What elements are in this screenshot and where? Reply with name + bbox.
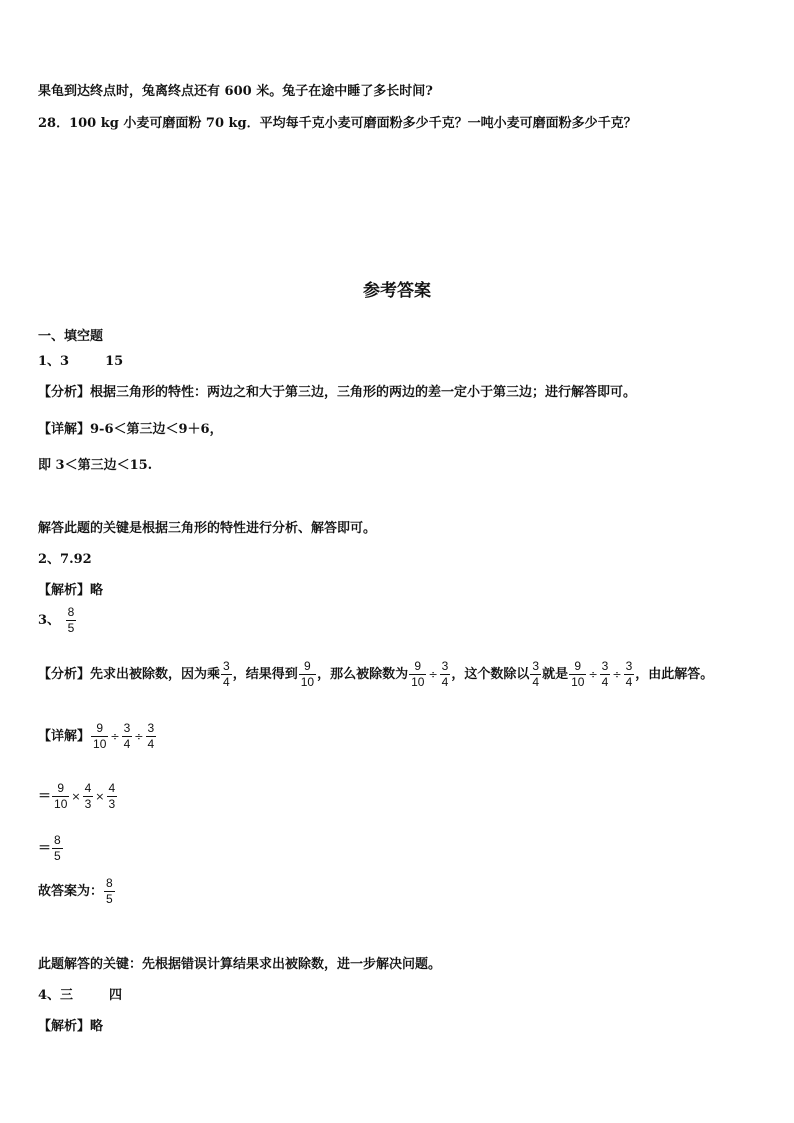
answer-3: [38, 606, 77, 635]
answer-3-detail: 【详解】 $\frac{9}{10}$ ÷ $\frac{3}{4}$ ÷ $\frac{3}{4}$: [38, 721, 155, 751]
answer-3-number: 3、: [38, 613, 61, 628]
question-28: 28．100 kg 小麦可磨面粉 70 kg．平均每千克小麦可磨面粉多少千克？一吨小麦可磨面粉多少千克？: [38, 116, 637, 131]
fraction: $\frac{3}{4}$: [147, 721, 155, 751]
answer-1-analysis: 【分析】根据三角形的特性：两边之和大于第三边，三角形的两边的差一定小于第三边；进行解答即可。: [38, 385, 637, 400]
answer-3-step-2: ＝ $\frac{8}{5}$: [38, 833, 61, 863]
answer-1-number: 1、3: [38, 354, 70, 369]
page-title: 参考答案: [363, 281, 431, 301]
answer-2-analysis: 【解析】略: [38, 583, 104, 598]
answer-3-analysis: 【分析】先求出被除数，因为乘 $\frac{3}{4}$ ，结果得到 $\frac{9}{10}$ ，那么被除数为 $\frac{9}{10}$ ÷ $\frac{3}{4}$ ，这个数除以 $\frac{3}{4}$ 就是 $\frac{9}{10}$ ÷ $\frac{3}{4}$ ÷ $\frac{3}{4}$ ，由此解答。: [38, 659, 714, 689]
answer-3-summary: 此题解答的关键：先根据错误计算结果求出被除数，进一步解决问题。: [38, 957, 442, 972]
fraction: $\frac{3}{4}$: [625, 659, 633, 689]
answer-1-detail-2: 即 3＜第三边＜15.: [38, 458, 153, 473]
fraction: $\frac{9}{10}$: [93, 721, 107, 751]
fraction: $\frac{3}{4}$: [223, 659, 230, 689]
fraction: $\frac{3}{4}$: [441, 659, 449, 689]
answer-4-number: 4、三: [38, 988, 74, 1003]
fraction: $\frac{9}{10}$: [54, 781, 68, 811]
answer-1-summary: 解答此题的关键是根据三角形的特性进行分析、解答即可。: [38, 521, 377, 536]
answer-4: [38, 988, 122, 1004]
fraction: $\frac{8}{5}$: [67, 605, 75, 635]
text-line-rabbit: 果龟到达终点时，兔离终点还有 600 米。兔子在途中睡了多长时间?: [38, 84, 433, 99]
fraction: $\frac{9}{10}$: [411, 659, 425, 689]
answer-3-step-1: ＝ $\frac{9}{10}$ × $\frac{4}{3}$ × $\frac{4}{3}$: [38, 781, 116, 811]
fraction: $\frac{9}{10}$: [300, 659, 315, 689]
answer-1-detail: 【详解】9-6＜第三边＜9＋6，: [38, 422, 223, 437]
answer-2: 2、7.92: [38, 552, 92, 567]
fraction: $\frac{8}{5}$: [54, 833, 61, 863]
fraction: $\frac{3}{4}$: [601, 659, 609, 689]
section-heading: 一、填空题: [38, 329, 104, 344]
fraction: $\frac{3}{4}$: [123, 721, 131, 751]
fraction: $\frac{4}{3}$: [108, 781, 116, 811]
fraction: $\frac{8}{5}$: [106, 876, 113, 906]
answer-1: [38, 354, 123, 370]
answer-1-second: 15: [105, 354, 124, 369]
fraction: $\frac{9}{10}$: [571, 659, 585, 689]
fraction: $\frac{3}{4}$: [532, 659, 540, 689]
answer-4-analysis: 【解析】略: [38, 1019, 104, 1034]
answer-4-second: 四: [109, 988, 123, 1003]
fraction: $\frac{4}{3}$: [84, 781, 92, 811]
answer-3-final: 故答案为： $\frac{8}{5}$: [38, 876, 113, 906]
